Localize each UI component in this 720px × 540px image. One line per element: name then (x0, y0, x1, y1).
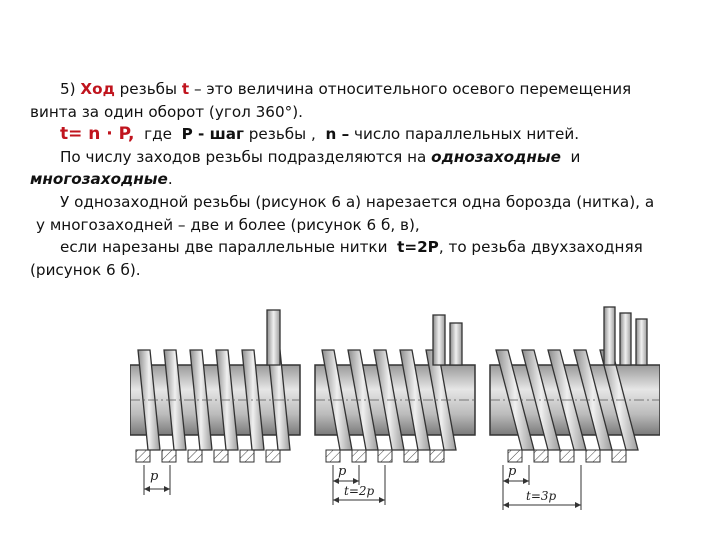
term-multi-start: многозаходные (30, 170, 168, 189)
paragraph-line: (рисунок 6 б). (30, 260, 141, 279)
item-number: 5) (60, 80, 76, 98)
paragraph-double-start (30, 236, 702, 259)
paragraph-classification (30, 146, 702, 169)
label-pitch: p (338, 464, 347, 479)
symbol-t: t (181, 80, 190, 98)
text: , то резьба двухзаходняя (438, 238, 643, 257)
thread-drawing (130, 305, 660, 530)
thread-figure (130, 305, 660, 530)
text: По числу заходов резьбы подразделяются на (60, 147, 427, 166)
label-lead: t=2p (344, 484, 375, 498)
screw-single-start (130, 310, 300, 495)
text: – это величина относительного осевого перемещения (193, 80, 632, 98)
label-pitch: p (150, 469, 159, 484)
term-single-start: однозаходные (431, 147, 561, 166)
label-pitch: p (508, 464, 517, 479)
text: . (167, 170, 173, 189)
paragraph-formula (30, 123, 702, 146)
paragraph-line: винта за один оборот (угол 360°). (30, 102, 303, 121)
formula-t: t= n · P, (60, 124, 135, 145)
text: резьбы , (248, 125, 316, 144)
paragraph-line: у многозаходней – две и более (рисунок 6 б, в), (36, 215, 420, 234)
symbol-n: n – (325, 125, 350, 144)
text: где (144, 125, 172, 144)
screw-triple-start (490, 307, 660, 510)
paragraph-line (30, 168, 702, 191)
text-block (30, 78, 702, 281)
label-lead: t=3p (526, 489, 557, 503)
text: и (570, 147, 581, 166)
screw-double-start (315, 315, 475, 505)
text: резьбы (119, 80, 178, 98)
paragraph-single-start: У однозаходной резьбы (рисунок 6 а) нарезается одна борозда (нитка), а (60, 192, 655, 211)
text: число параллельных нитей. (354, 125, 580, 144)
term-hod: Ход (80, 80, 115, 98)
text: если нарезаны две параллельные нитки (60, 238, 388, 257)
formula-t2p: t=2P (397, 238, 439, 257)
symbol-p: P - шаг (181, 125, 244, 144)
paragraph-pitch-definition (30, 78, 702, 101)
